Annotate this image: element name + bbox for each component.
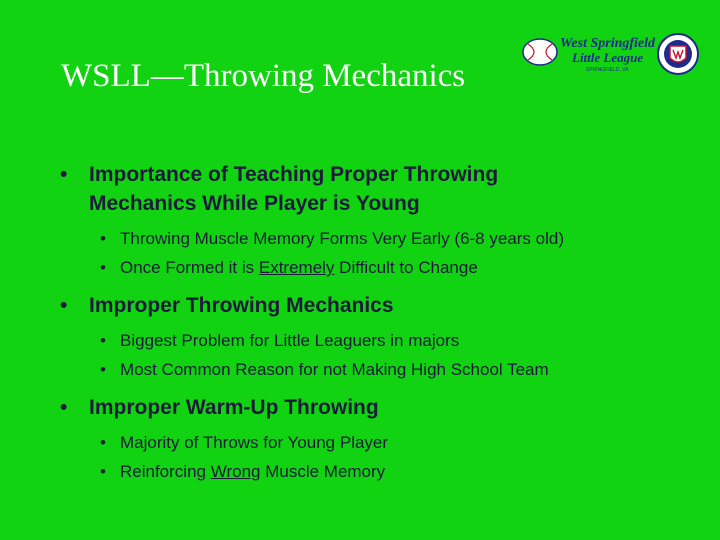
sub-bullet-item — [60, 457, 710, 486]
bullet-text: Improper Throwing Mechanics — [89, 294, 394, 317]
bullet-item — [60, 393, 710, 422]
bullet-glyph: • — [100, 360, 106, 379]
logo-line2: Little League — [572, 50, 644, 65]
sub-bullet-emphasis: Wrong — [210, 462, 261, 481]
bullet-glyph: • — [60, 396, 68, 419]
sub-bullet-text: Majority of Throws for Young Player — [120, 433, 389, 452]
bullet-glyph: • — [100, 229, 106, 248]
bullet-text: Mechanics While Player is Young — [89, 192, 420, 215]
bullet-item — [60, 160, 710, 218]
sub-bullet-emphasis: Extremely — [258, 258, 335, 277]
little-league-badge-icon — [658, 34, 698, 74]
sub-bullet-text-post: Difficult to Change — [334, 258, 478, 277]
logo-line3: SPRINGFIELD, VA — [586, 67, 629, 73]
sub-bullet-text: Biggest Problem for Little Leaguers in majors — [120, 331, 460, 350]
sub-bullet-item — [60, 355, 710, 384]
bullet-text: Improper Warm-Up Throwing — [89, 396, 379, 419]
bullet-glyph: • — [100, 433, 106, 452]
league-logo — [520, 30, 700, 80]
sub-bullet-text-post: Muscle Memory — [260, 462, 386, 481]
bullet-glyph: • — [60, 294, 68, 317]
logo-line1: West Springfield — [560, 36, 656, 51]
sub-bullet-item — [60, 224, 710, 253]
sub-bullet-text: Throwing Muscle Memory Forms Very Early (6-8 years old) — [120, 229, 565, 248]
bullet-text: Importance of Teaching Proper Throwing — [89, 163, 499, 186]
bullet-glyph: • — [100, 258, 106, 277]
bullet-list — [60, 160, 710, 486]
bullet-glyph: • — [60, 163, 68, 186]
sub-bullet-text-pre: Once Formed it is — [120, 258, 259, 277]
slide-title: WSLL—Throwing Mechanics — [61, 58, 466, 94]
sub-bullet-item — [60, 428, 710, 457]
sub-bullet-text-pre: Reinforcing — [120, 462, 211, 481]
sub-bullet-text: Most Common Reason for not Making High School Team — [120, 360, 549, 379]
bullet-glyph: • — [100, 462, 106, 481]
sub-bullet-item — [60, 253, 710, 282]
baseball-icon — [523, 39, 557, 65]
bullet-item — [60, 291, 710, 320]
sub-bullet-item — [60, 326, 710, 355]
bullet-glyph: • — [100, 331, 106, 350]
